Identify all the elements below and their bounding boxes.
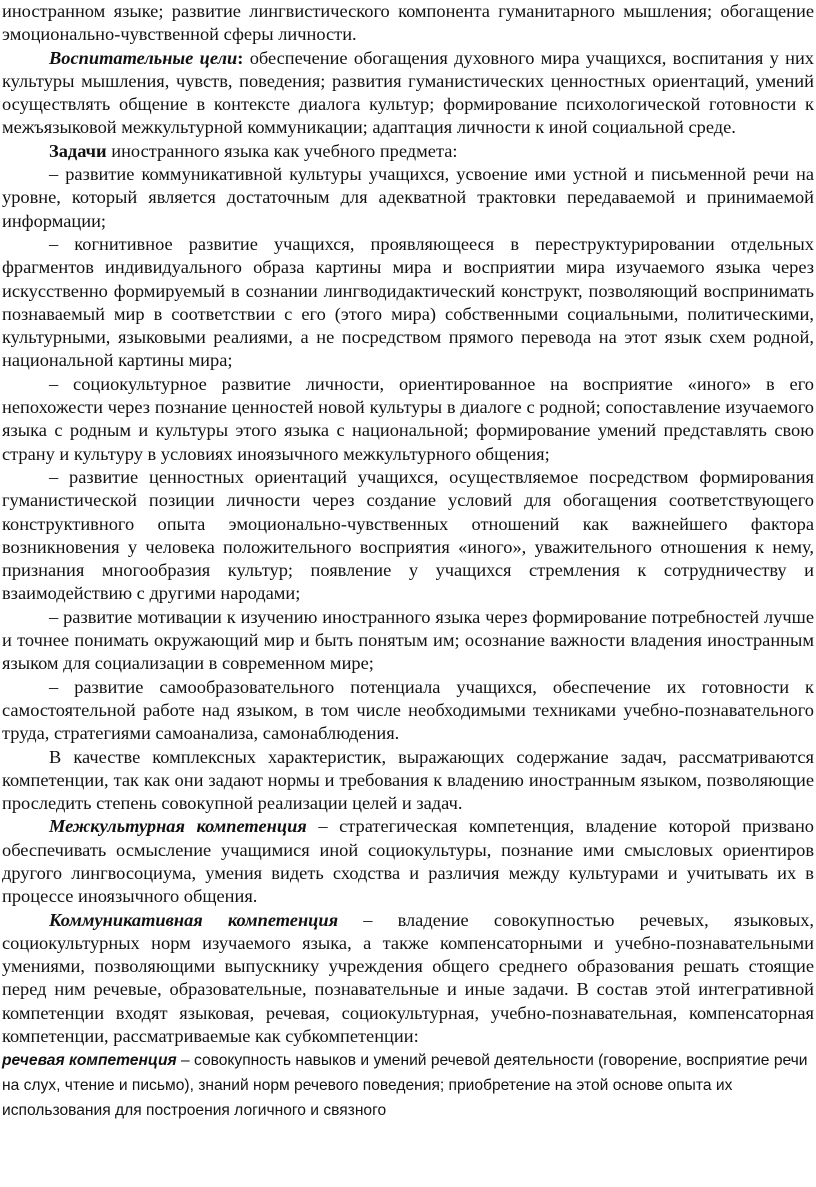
paragraph-competences: В качестве комплексных характеристик, выражающих содержание задач, рассматриваются компетенции, так как они задают нормы и требования к владению иностранным языком, позволяющие проследить степень совокупной реализации целей и задач.	[2, 746, 814, 814]
paragraph-text: – совокупность навыков и умений речевой деятельности (говорение, восприятие речи на слух, чтение и письмо), знаний норм речевого поведения; приобретение на этой основе опыта их использования для построения логичного и связного	[2, 1052, 808, 1120]
paragraph-text: – владение совокупностью речевых, языковых, социокультурных норм изучаемого языка, а также компенсаторными и учебно-познавательными умениями, позволяющими выпускнику учреждения общего среднего образования решать стоящие перед ним речевые, образовательные, познавательные и иные задачи. В состав этой интегративной компетенции входят языковая, речевая, социокультурная, учебно-познавательная, компенсаторная компетенции, рассматриваемые как субкомпетенции:	[2, 909, 814, 1047]
paragraph-tasks	[2, 140, 814, 163]
paragraph-text: иностранного языка как учебного предмета:	[106, 140, 458, 161]
paragraph-educational-goals	[2, 47, 814, 140]
paragraph-text: обеспечение обогащения духовного мира учащихся, воспитания у них культуры мышления, чувств, поведения; развития гуманистических ценностных ориентаций, умений осуществлять общение в контексте диалога культур; формирование психологической готовности к межъязыковой межкультурной коммуникации; адаптация личности к иной социальной среде.	[2, 47, 814, 138]
paragraph-continuation: иностранном языке; развитие лингвистического компонента гуманитарного мышления; обогащение эмоционально-чувственной сферы личности.	[2, 1, 814, 45]
term-intercultural-competence: Межкультурная компетенция	[49, 816, 307, 837]
list-item: – развитие коммуникативной культуры учащихся, усвоение ими устной и письменной речи на уровне, который является достаточным для адекватной трактовки передаваемой и принимаемой информации;	[2, 164, 814, 231]
paragraph-text: – стратегическая компетенция, владение которой призвано обеспечивать осмысление учащимися иной социокультуры, познание ими смысловых ориентиров другого лингвосоциума, умения видеть сходства и различия между культурами и учитывать их в процессе иноязычного общения.	[2, 816, 814, 907]
term-colon: :	[237, 47, 244, 68]
term-speech-competence: речевая компетенция	[2, 1052, 177, 1070]
list-item: – социокультурное развитие личности, ориентированное на восприятие «иного» в его непохожести через познание ценностей новой культуры в диалоге с родной; сопоставление изучаемого языка с родным и культуры этого языка с национальной; формирование умений представлять свою страну и культуру в условиях иноязычного межкультурного общения;	[2, 373, 814, 464]
paragraph-intercultural-competence	[2, 815, 814, 908]
list-item: – развитие ценностных ориентаций учащихся, осуществляемое посредством формирования гуманистической позиции личности через создание условий для обогащения соответствующего конструктивного опыта эмоционально-чувственных отношений как важнейшего фактора возникновения у человека положительного восприятия «иного», уважительного отношения к нему, признания многообразия культур; появление у учащихся стремления к сотрудничеству и взаимодействию с другими народами;	[2, 466, 814, 604]
list-item: – развитие самообразовательного потенциала учащихся, обеспечение их готовности к самостоятельной работе над языком, в том числе необходимыми техниками учебно-познавательного труда, стратегиями самоанализа, самонаблюдения.	[2, 676, 814, 744]
paragraph-speech-competence	[2, 1048, 814, 1123]
term-communicative-competence: Коммуникативная компетенция	[49, 909, 339, 930]
list-item: – когнитивное развитие учащихся, проявляющееся в переструктурировании отдельных фрагментов индивидуального образа картины мира и восприятии мира изучаемого языка через искусственно формируемый в сознании лингводидактический конструкт, позволяющий воспринимать познаваемый мир в соответствии с его (этого мира) собственными социальными, политическими, культурными, языковыми реалиями, а не посредством прямого перевода на этот язык схем родной, национальной картины мира;	[2, 233, 814, 371]
paragraph-communicative-competence	[2, 909, 814, 1049]
term-tasks: Задачи	[49, 140, 107, 161]
term-educational-goals: Воспитательные цели	[49, 47, 238, 68]
list-item: – развитие мотивации к изучению иностранного языка через формирование потребностей лучше и точнее понимать окружающий мир и быть понятым им; осознание важности владения иностранным языком для социализации в современном мире;	[2, 606, 814, 674]
